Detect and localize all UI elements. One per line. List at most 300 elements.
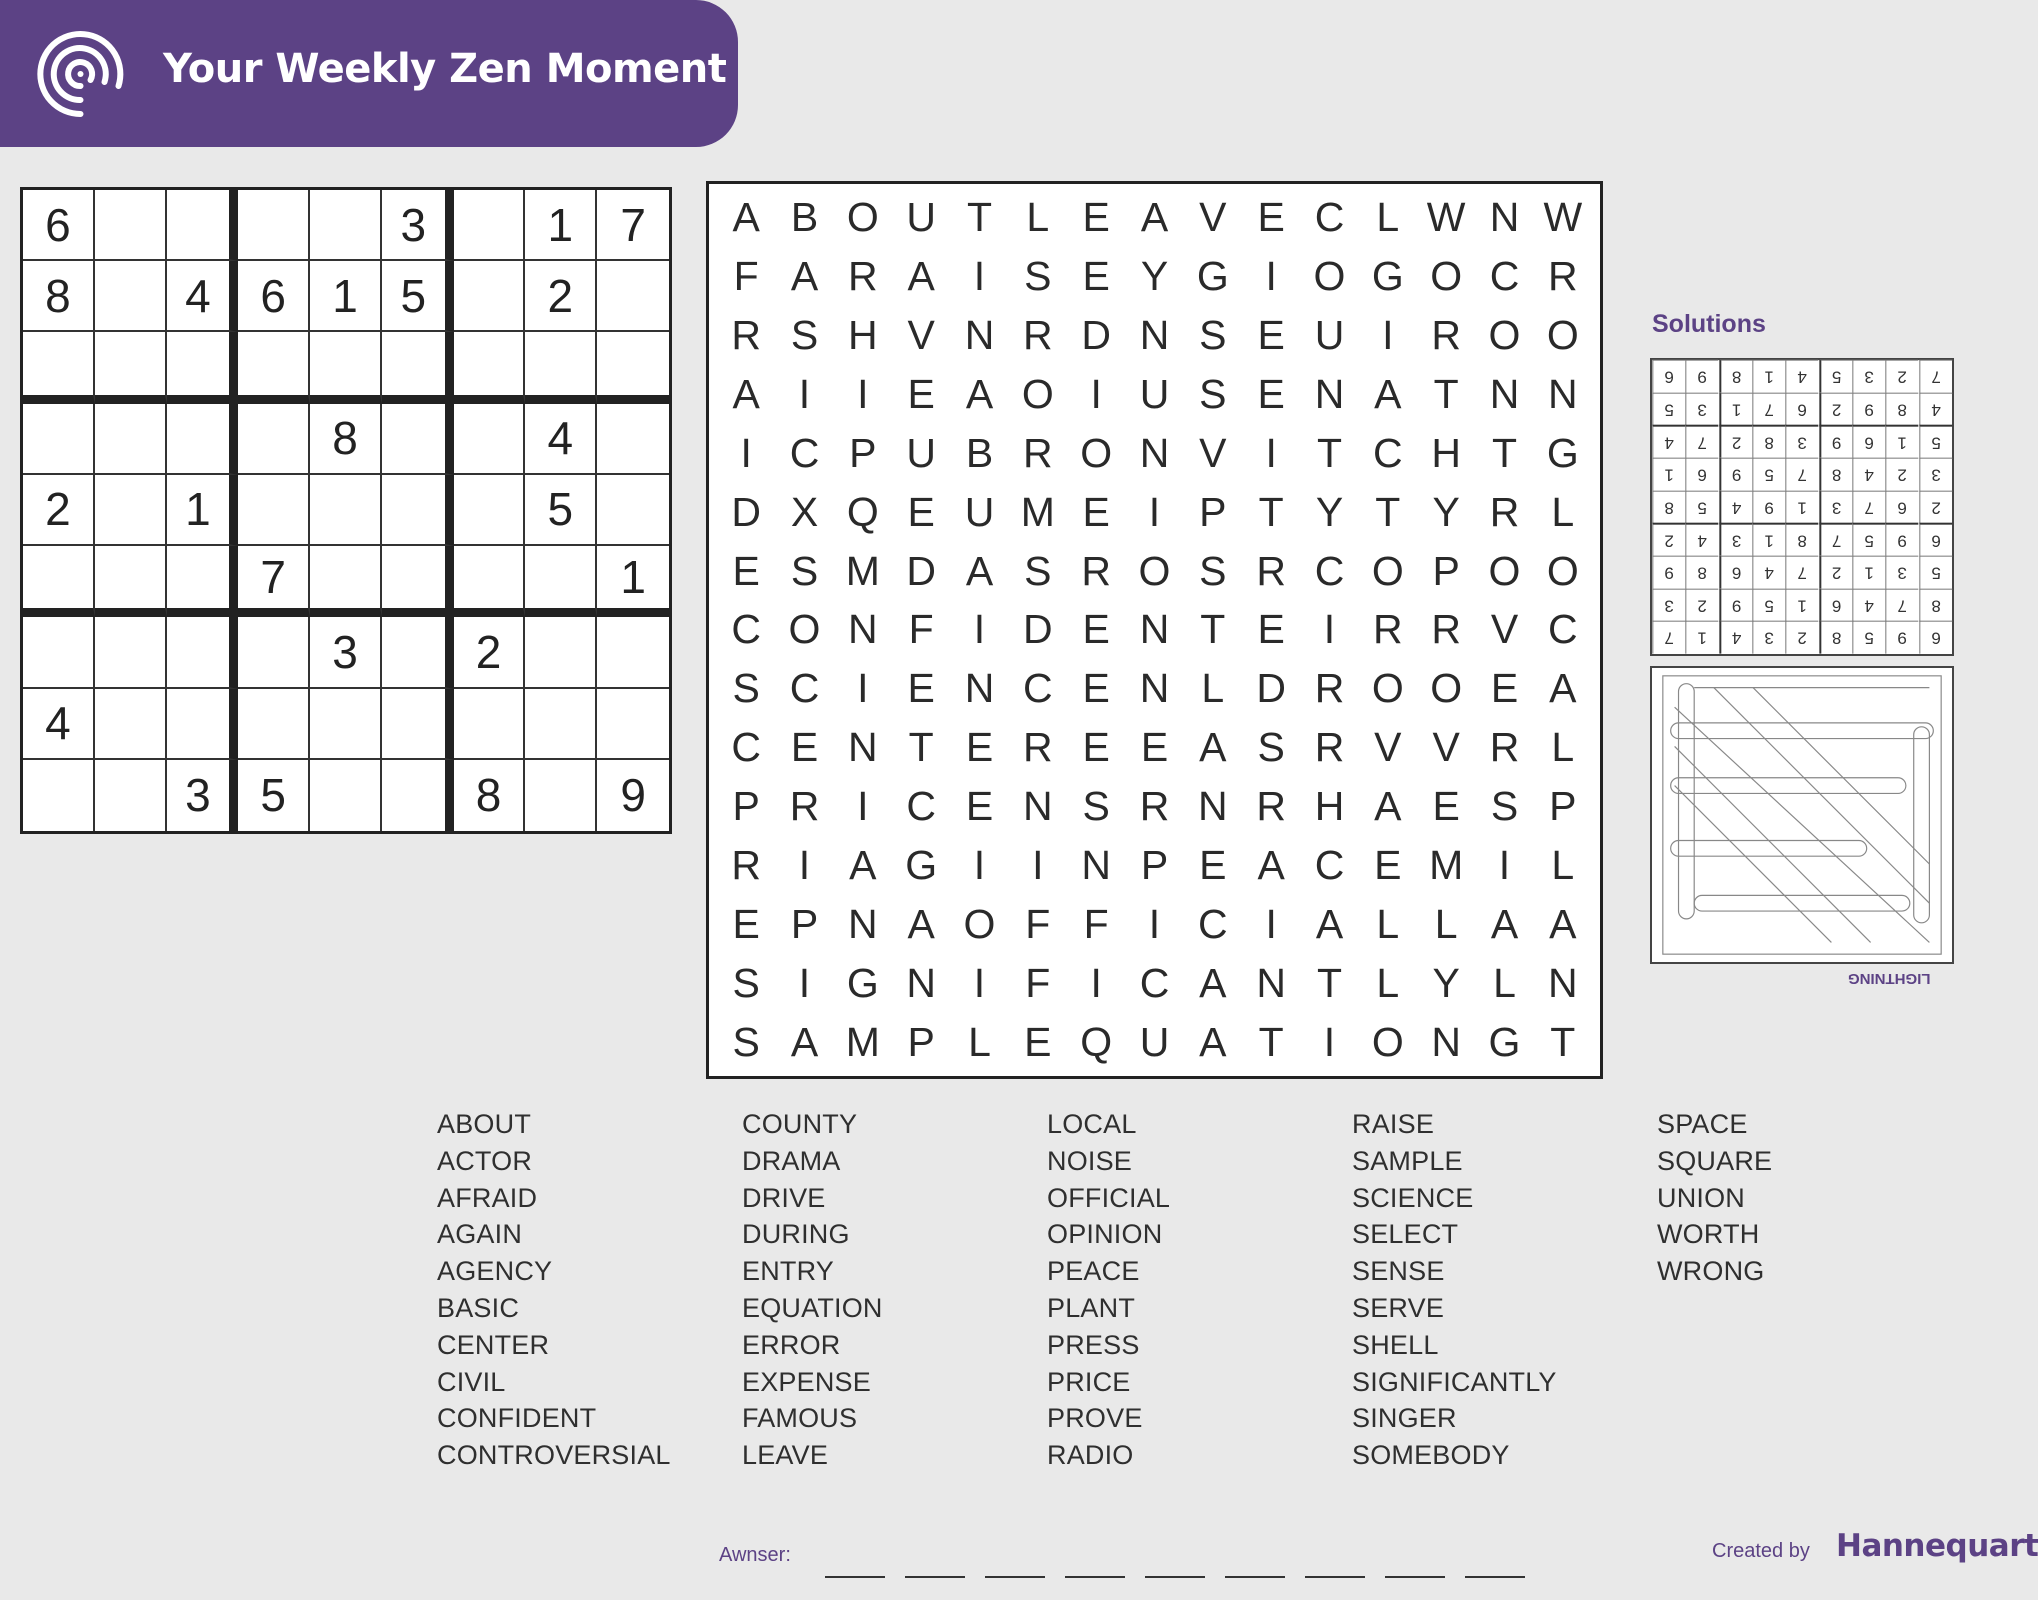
wordsearch-letter[interactable]: A (1549, 901, 1577, 948)
wordsearch-letter[interactable]: Y (1432, 488, 1460, 535)
wordsearch-letter[interactable]: E (1257, 370, 1285, 417)
wordsearch-letter[interactable]: D (1023, 606, 1053, 653)
wordsearch-letter[interactable]: E (907, 665, 935, 712)
wordsearch-letter[interactable]: H (1314, 783, 1345, 830)
wordsearch-letter[interactable]: Y (1432, 960, 1460, 1007)
wordsearch-letter[interactable]: S (1082, 783, 1110, 830)
wordsearch-letter[interactable]: P (1432, 547, 1460, 594)
sudoku-cell[interactable] (23, 546, 95, 617)
wordsearch-letter[interactable]: C (1314, 547, 1345, 594)
wordsearch-letter[interactable]: V (1199, 193, 1227, 240)
wordsearch-letter[interactable]: A (1374, 370, 1402, 417)
wordsearch-letter[interactable]: O (1546, 547, 1579, 594)
wordsearch-letter[interactable]: A (732, 370, 760, 417)
wordsearch-letter[interactable]: F (908, 606, 934, 653)
wordsearch-letter[interactable]: V (907, 311, 935, 358)
wordsearch-letter[interactable]: I (1498, 842, 1511, 889)
sudoku-cell[interactable] (238, 332, 310, 403)
wordsearch-letter[interactable]: G (1196, 252, 1229, 299)
sudoku-cell[interactable] (310, 332, 382, 403)
wordsearch-letter[interactable]: E (732, 547, 760, 594)
wordsearch-letter[interactable]: C (789, 429, 820, 476)
wordsearch-letter[interactable]: R (1256, 783, 1286, 830)
wordsearch-letter[interactable]: A (1199, 960, 1227, 1007)
sudoku-cell[interactable] (382, 760, 454, 831)
wordsearch-letter[interactable]: A (1549, 665, 1577, 712)
wordsearch-letter[interactable]: F (1025, 960, 1051, 1007)
wordsearch-letter[interactable]: A (965, 547, 994, 594)
sudoku-cell[interactable]: 4 (525, 404, 597, 475)
wordsearch-letter[interactable]: I (798, 960, 811, 1007)
wordsearch-letter[interactable]: S (1199, 370, 1227, 417)
wordsearch-letter[interactable]: G (905, 842, 938, 889)
wordsearch-letter[interactable]: H (1431, 429, 1461, 476)
wordsearch-letter[interactable]: P (732, 783, 760, 830)
sudoku-cell[interactable]: 3 (382, 190, 454, 261)
wordsearch-letter[interactable]: L (1551, 842, 1575, 889)
wordsearch-letter[interactable]: I (857, 665, 869, 712)
sudoku-cell[interactable] (525, 689, 597, 760)
wordsearch-letter[interactable]: E (1490, 665, 1519, 712)
wordsearch-letter[interactable]: E (790, 724, 819, 771)
sudoku-cell[interactable] (597, 332, 669, 403)
wordsearch-letter[interactable]: A (1199, 1019, 1227, 1066)
sudoku-cell[interactable] (167, 332, 239, 403)
wordsearch-letter[interactable]: D (1081, 311, 1111, 358)
wordsearch-letter[interactable]: N (1489, 370, 1520, 417)
wordsearch-letter[interactable]: L (1551, 488, 1575, 535)
wordsearch-letter[interactable]: R (1489, 724, 1520, 771)
wordsearch-letter[interactable]: E (1257, 606, 1285, 653)
wordsearch-letter[interactable]: T (1258, 488, 1284, 535)
wordsearch-letter[interactable]: C (1373, 429, 1403, 476)
wordsearch-letter[interactable]: L (1201, 665, 1225, 712)
wordsearch-letter[interactable]: T (1200, 606, 1226, 653)
wordsearch-letter[interactable]: O (1138, 547, 1171, 594)
wordsearch-letter[interactable]: P (1199, 488, 1227, 535)
sudoku-cell[interactable] (23, 760, 95, 831)
answer-blank[interactable] (1065, 1576, 1125, 1578)
wordsearch-letter[interactable]: R (1489, 488, 1520, 535)
sudoku-cell[interactable]: 8 (454, 760, 526, 831)
wordsearch-letter[interactable]: O (1021, 370, 1054, 417)
wordsearch-letter[interactable]: O (788, 606, 821, 653)
sudoku-cell[interactable] (382, 332, 454, 403)
wordsearch-letter[interactable]: T (1433, 370, 1459, 417)
wordsearch-letter[interactable]: I (1265, 252, 1277, 299)
sudoku-cell[interactable] (238, 475, 310, 546)
wordsearch-letter[interactable]: V (1490, 606, 1519, 653)
wordsearch-letter[interactable]: R (1314, 724, 1345, 771)
sudoku-cell[interactable]: 4 (23, 689, 95, 760)
answer-blank[interactable] (1385, 1576, 1445, 1578)
wordsearch-letter[interactable]: A (965, 370, 994, 417)
wordsearch-letter[interactable]: T (1375, 488, 1401, 535)
wordsearch-letter[interactable]: F (1025, 901, 1051, 948)
wordsearch-letter[interactable]: U (1314, 311, 1345, 358)
sudoku-cell[interactable]: 3 (167, 760, 239, 831)
wordsearch-letter[interactable]: L (1376, 901, 1400, 948)
wordsearch-letter[interactable]: S (1199, 311, 1227, 358)
sudoku-cell[interactable]: 7 (238, 546, 310, 617)
wordsearch-letter[interactable]: S (732, 1019, 760, 1066)
wordsearch-letter[interactable]: G (1488, 1019, 1521, 1066)
wordsearch-letter[interactable]: E (1082, 724, 1110, 771)
answer-blank[interactable] (825, 1576, 885, 1578)
sudoku-cell[interactable] (238, 404, 310, 475)
wordsearch-letter[interactable]: W (1543, 193, 1583, 240)
sudoku-cell[interactable]: 5 (382, 261, 454, 332)
wordsearch-letter[interactable]: G (1546, 429, 1579, 476)
wordsearch-letter[interactable]: E (1199, 842, 1227, 889)
wordsearch-letter[interactable]: M (1020, 488, 1055, 535)
wordsearch-letter[interactable]: U (1139, 370, 1170, 417)
sudoku-cell[interactable] (95, 404, 167, 475)
answer-blank[interactable] (1465, 1576, 1525, 1578)
sudoku-cell[interactable] (95, 190, 167, 261)
wordsearch-letter[interactable]: I (1032, 842, 1044, 889)
wordsearch-letter[interactable]: S (1199, 547, 1227, 594)
wordsearch-letter[interactable]: A (1490, 901, 1519, 948)
wordsearch-letter[interactable]: V (1374, 724, 1402, 771)
wordsearch-letter[interactable]: I (1265, 901, 1277, 948)
sudoku-cell[interactable]: 7 (597, 190, 669, 261)
wordsearch-letter[interactable]: A (1315, 901, 1344, 948)
wordsearch-letter[interactable]: E (1432, 783, 1460, 830)
wordsearch-letter[interactable]: N (964, 665, 995, 712)
sudoku-cell[interactable] (95, 760, 167, 831)
wordsearch-letter[interactable]: E (965, 783, 994, 830)
sudoku-cell[interactable] (167, 404, 239, 475)
sudoku-cell[interactable] (310, 190, 382, 261)
sudoku-cell[interactable] (167, 546, 239, 617)
wordsearch-letter[interactable]: E (1024, 1019, 1052, 1066)
wordsearch-letter[interactable]: O (1371, 1019, 1404, 1066)
answer-blank[interactable] (1225, 1576, 1285, 1578)
wordsearch-letter[interactable]: S (732, 960, 760, 1007)
wordsearch-letter[interactable]: E (907, 488, 935, 535)
sudoku-cell[interactable]: 6 (238, 261, 310, 332)
sudoku-cell[interactable] (310, 546, 382, 617)
answer-blank[interactable] (905, 1576, 965, 1578)
wordsearch-letter[interactable]: N (1139, 429, 1170, 476)
wordsearch-letter[interactable]: O (1488, 311, 1521, 358)
wordsearch-letter[interactable]: N (848, 606, 878, 653)
wordsearch-letter[interactable]: A (1199, 724, 1227, 771)
wordsearch-letter[interactable]: P (790, 901, 819, 948)
wordsearch-letter[interactable]: C (731, 724, 761, 771)
wordsearch-letter[interactable]: G (846, 960, 879, 1007)
wordsearch-letter[interactable]: I (798, 842, 811, 889)
sudoku-cell[interactable]: 1 (525, 190, 597, 261)
sudoku-cell[interactable] (382, 617, 454, 688)
wordsearch-letter[interactable]: U (1139, 1019, 1170, 1066)
wordsearch-letter[interactable]: N (964, 311, 995, 358)
wordsearch-letter[interactable]: I (1148, 488, 1161, 535)
wordsearch-letter[interactable]: I (857, 783, 869, 830)
wordsearch-letter[interactable]: R (789, 783, 820, 830)
wordsearch-letter[interactable]: O (1080, 429, 1113, 476)
wordsearch-letter[interactable]: S (1257, 724, 1285, 771)
sudoku-cell[interactable]: 1 (167, 475, 239, 546)
wordsearch-letter[interactable]: M (845, 547, 880, 594)
sudoku-cell[interactable] (525, 546, 597, 617)
wordsearch-letter[interactable]: E (1140, 724, 1169, 771)
wordsearch-letter[interactable]: R (848, 252, 878, 299)
wordsearch-letter[interactable]: I (973, 960, 986, 1007)
wordsearch-letter[interactable]: N (1256, 960, 1286, 1007)
wordsearch-letter[interactable]: R (1548, 252, 1578, 299)
wordsearch-letter[interactable]: A (790, 1019, 819, 1066)
wordsearch-letter[interactable]: R (1373, 606, 1403, 653)
sudoku-cell[interactable] (95, 689, 167, 760)
wordsearch-letter[interactable]: E (1257, 311, 1285, 358)
wordsearch-letter[interactable]: I (1323, 1019, 1336, 1066)
wordsearch-letter[interactable]: N (1139, 311, 1170, 358)
sudoku-cell[interactable] (382, 475, 454, 546)
wordsearch-letter[interactable]: I (1265, 429, 1277, 476)
wordsearch-letter[interactable]: N (848, 901, 878, 948)
wordsearch-letter[interactable]: N (1548, 960, 1578, 1007)
wordsearch-letter[interactable]: N (1139, 665, 1170, 712)
sudoku-cell[interactable] (454, 261, 526, 332)
wordsearch-letter[interactable]: E (1082, 606, 1110, 653)
wordsearch-letter[interactable]: N (1314, 370, 1345, 417)
wordsearch-letter[interactable]: E (907, 370, 935, 417)
wordsearch-letter[interactable]: I (1148, 901, 1161, 948)
wordsearch-letter[interactable]: P (1140, 842, 1169, 889)
wordsearch-letter[interactable]: R (1081, 547, 1111, 594)
wordsearch-letter[interactable]: A (907, 901, 935, 948)
wordsearch-letter[interactable]: I (973, 606, 986, 653)
sudoku-cell[interactable] (167, 689, 239, 760)
sudoku-cell[interactable]: 8 (310, 404, 382, 475)
wordsearch-letter[interactable]: T (1550, 1019, 1576, 1066)
wordsearch-letter[interactable]: O (1430, 665, 1463, 712)
wordsearch-letter[interactable]: L (1434, 901, 1458, 948)
wordsearch-letter[interactable]: B (965, 429, 994, 476)
wordsearch-letter[interactable]: R (731, 842, 761, 889)
sudoku-cell[interactable] (95, 332, 167, 403)
wordsearch-letter[interactable]: C (1548, 606, 1578, 653)
answer-blank[interactable] (985, 1576, 1045, 1578)
wordsearch-letter[interactable]: L (1376, 960, 1400, 1007)
wordsearch-letter[interactable]: I (1382, 311, 1394, 358)
sudoku-cell[interactable]: 9 (620, 769, 646, 822)
wordsearch-letter[interactable]: C (906, 783, 936, 830)
wordsearch-letter[interactable]: C (789, 665, 820, 712)
wordsearch-letter[interactable]: T (1258, 1019, 1284, 1066)
wordsearch-letter[interactable]: I (740, 429, 752, 476)
sudoku-cell[interactable] (310, 689, 382, 760)
wordsearch-letter[interactable]: S (790, 311, 819, 358)
wordsearch-letter[interactable]: E (965, 724, 994, 771)
wordsearch-letter[interactable]: C (1198, 901, 1228, 948)
wordsearch-letter[interactable]: R (1023, 429, 1053, 476)
wordsearch-letter[interactable]: U (964, 488, 995, 535)
sudoku-cell[interactable] (23, 332, 95, 403)
wordsearch-letter[interactable]: O (1371, 665, 1404, 712)
wordsearch-letter[interactable]: D (906, 547, 936, 594)
wordsearch-letter[interactable]: C (1314, 842, 1345, 889)
wordsearch-letter[interactable]: I (1323, 606, 1336, 653)
wordsearch-letter[interactable]: N (1548, 370, 1578, 417)
answer-blank[interactable] (1305, 1576, 1365, 1578)
wordsearch-letter[interactable]: E (1082, 665, 1110, 712)
wordsearch-letter[interactable]: A (1257, 842, 1285, 889)
wordsearch-letter[interactable]: S (1024, 252, 1052, 299)
sudoku-cell[interactable] (525, 760, 597, 831)
wordsearch-letter[interactable]: O (1488, 547, 1521, 594)
sudoku-cell[interactable] (167, 190, 239, 261)
wordsearch-letter[interactable]: L (1026, 193, 1050, 240)
wordsearch-letter[interactable]: E (732, 901, 760, 948)
sudoku-cell[interactable] (167, 617, 239, 688)
sudoku-cell[interactable] (382, 689, 454, 760)
sudoku-cell[interactable] (454, 332, 526, 403)
wordsearch-letter[interactable]: C (1139, 960, 1170, 1007)
wordsearch-letter[interactable]: T (1491, 429, 1518, 476)
wordsearch-letter[interactable]: L (968, 1019, 991, 1066)
wordsearch-letter[interactable]: R (1431, 311, 1461, 358)
sudoku-cell[interactable]: 2 (454, 617, 526, 688)
wordsearch-letter[interactable]: S (1490, 783, 1519, 830)
wordsearch-letter[interactable]: X (790, 488, 819, 535)
wordsearch-letter[interactable]: S (790, 547, 819, 594)
wordsearch-letter[interactable]: R (1314, 665, 1345, 712)
wordsearch-letter[interactable]: F (733, 252, 759, 299)
wordsearch-letter[interactable]: T (1316, 960, 1343, 1007)
sudoku-cell[interactable] (382, 404, 454, 475)
wordsearch-letter[interactable]: V (1432, 724, 1460, 771)
wordsearch-letter[interactable]: V (1199, 429, 1227, 476)
sudoku-cell[interactable] (382, 546, 454, 617)
wordsearch-letter[interactable]: A (1140, 193, 1169, 240)
answer-blank[interactable] (1145, 1576, 1205, 1578)
wordsearch-letter[interactable]: T (966, 193, 993, 240)
wordsearch-letter[interactable]: P (1549, 783, 1577, 830)
wordsearch-letter[interactable]: G (1371, 252, 1404, 299)
wordsearch-letter[interactable]: O (963, 901, 996, 948)
sudoku-cell[interactable] (454, 689, 526, 760)
wordsearch-letter[interactable]: B (790, 193, 819, 240)
wordsearch-letter[interactable]: T (908, 724, 934, 771)
wordsearch-letter[interactable]: C (1023, 665, 1053, 712)
wordsearch-letter[interactable]: P (907, 1019, 935, 1066)
wordsearch-letter[interactable]: I (798, 370, 811, 417)
wordsearch-letter[interactable]: D (1256, 665, 1286, 712)
sudoku-cell[interactable] (454, 404, 526, 475)
sudoku-cell[interactable]: 5 (525, 475, 597, 546)
wordsearch-letter[interactable]: Q (846, 488, 879, 535)
sudoku-cell[interactable] (454, 190, 526, 261)
wordsearch-letter[interactable]: A (907, 252, 935, 299)
wordsearch-letter[interactable]: A (732, 193, 760, 240)
sudoku-cell[interactable] (525, 332, 597, 403)
sudoku-cell[interactable]: 1 (310, 261, 382, 332)
wordsearch-letter[interactable]: L (1551, 724, 1575, 771)
sudoku-cell[interactable]: 2 (525, 261, 597, 332)
wordsearch-letter[interactable]: D (731, 488, 761, 535)
sudoku-cell[interactable]: 3 (310, 617, 382, 688)
wordsearch-letter[interactable]: R (1023, 724, 1053, 771)
wordsearch-letter[interactable]: C (1489, 252, 1520, 299)
wordsearch-letter[interactable]: O (1371, 547, 1404, 594)
sudoku-cell[interactable] (238, 689, 310, 760)
wordsearch-letter[interactable]: W (1426, 193, 1466, 240)
wordsearch-letter[interactable]: E (1082, 488, 1110, 535)
wordsearch-letter[interactable]: N (1023, 783, 1053, 830)
sudoku-cell[interactable] (238, 190, 310, 261)
wordsearch-letter[interactable]: N (1198, 783, 1228, 830)
wordsearch-letter[interactable]: S (1024, 547, 1052, 594)
wordsearch-letter[interactable]: U (906, 193, 936, 240)
wordsearch-letter[interactable]: I (973, 842, 986, 889)
wordsearch-letter[interactable]: N (1081, 842, 1111, 889)
wordsearch-letter[interactable]: P (849, 429, 877, 476)
sudoku-cell[interactable] (23, 404, 95, 475)
wordsearch-letter[interactable]: R (731, 311, 761, 358)
wordsearch-letter[interactable]: A (849, 842, 877, 889)
sudoku-cell[interactable]: 1 (597, 546, 669, 617)
wordsearch-letter[interactable]: F (1083, 901, 1109, 948)
wordsearch-letter[interactable]: L (1376, 193, 1400, 240)
wordsearch-letter[interactable]: Y (1140, 252, 1169, 299)
wordsearch-letter[interactable]: Q (1080, 1019, 1113, 1066)
sudoku-cell[interactable] (597, 689, 669, 760)
wordsearch-letter[interactable]: O (1430, 252, 1463, 299)
wordsearch-letter[interactable]: N (1489, 193, 1520, 240)
wordsearch-letter[interactable]: L (1493, 960, 1516, 1007)
wordsearch-letter[interactable]: C (731, 606, 761, 653)
wordsearch-letter[interactable]: T (1316, 429, 1343, 476)
sudoku-cell[interactable] (525, 617, 597, 688)
wordsearch-letter[interactable]: R (1139, 783, 1170, 830)
wordsearch-letter[interactable]: A (1374, 783, 1402, 830)
sudoku-cell[interactable]: 2 (23, 475, 95, 546)
wordsearch-letter[interactable]: M (1429, 842, 1464, 889)
sudoku-cell[interactable] (454, 475, 526, 546)
wordsearch-letter[interactable]: I (857, 370, 869, 417)
wordsearch-letter[interactable]: R (1256, 547, 1286, 594)
wordsearch-letter[interactable]: O (846, 193, 879, 240)
sudoku-cell[interactable] (95, 617, 167, 688)
sudoku-cell[interactable] (597, 261, 669, 332)
sudoku-cell[interactable]: 8 (23, 261, 95, 332)
sudoku-cell[interactable]: 4 (167, 261, 239, 332)
wordsearch-letter[interactable]: N (1139, 606, 1170, 653)
sudoku-cell[interactable]: 6 (23, 190, 95, 261)
wordsearch-letter[interactable]: Y (1315, 488, 1344, 535)
wordsearch-letter[interactable]: O (1546, 311, 1579, 358)
wordsearch-letter[interactable]: S (732, 665, 760, 712)
wordsearch-letter[interactable]: N (906, 960, 936, 1007)
wordsearch-letter[interactable]: O (1313, 252, 1346, 299)
wordsearch-letter[interactable]: E (1257, 193, 1285, 240)
wordsearch-letter[interactable]: C (1314, 193, 1345, 240)
sudoku-cell[interactable] (597, 617, 669, 688)
wordsearch-letter[interactable]: H (848, 311, 878, 358)
wordsearch-letter[interactable]: E (1082, 252, 1110, 299)
wordsearch-letter[interactable]: M (845, 1019, 880, 1066)
sudoku-cell[interactable] (23, 617, 95, 688)
sudoku-cell[interactable] (597, 475, 669, 546)
sudoku-cell[interactable] (238, 617, 310, 688)
sudoku-cell[interactable]: 5 (238, 760, 310, 831)
sudoku-cell[interactable] (310, 760, 382, 831)
wordsearch-letter[interactable]: I (1090, 960, 1102, 1007)
sudoku-cell[interactable] (95, 475, 167, 546)
